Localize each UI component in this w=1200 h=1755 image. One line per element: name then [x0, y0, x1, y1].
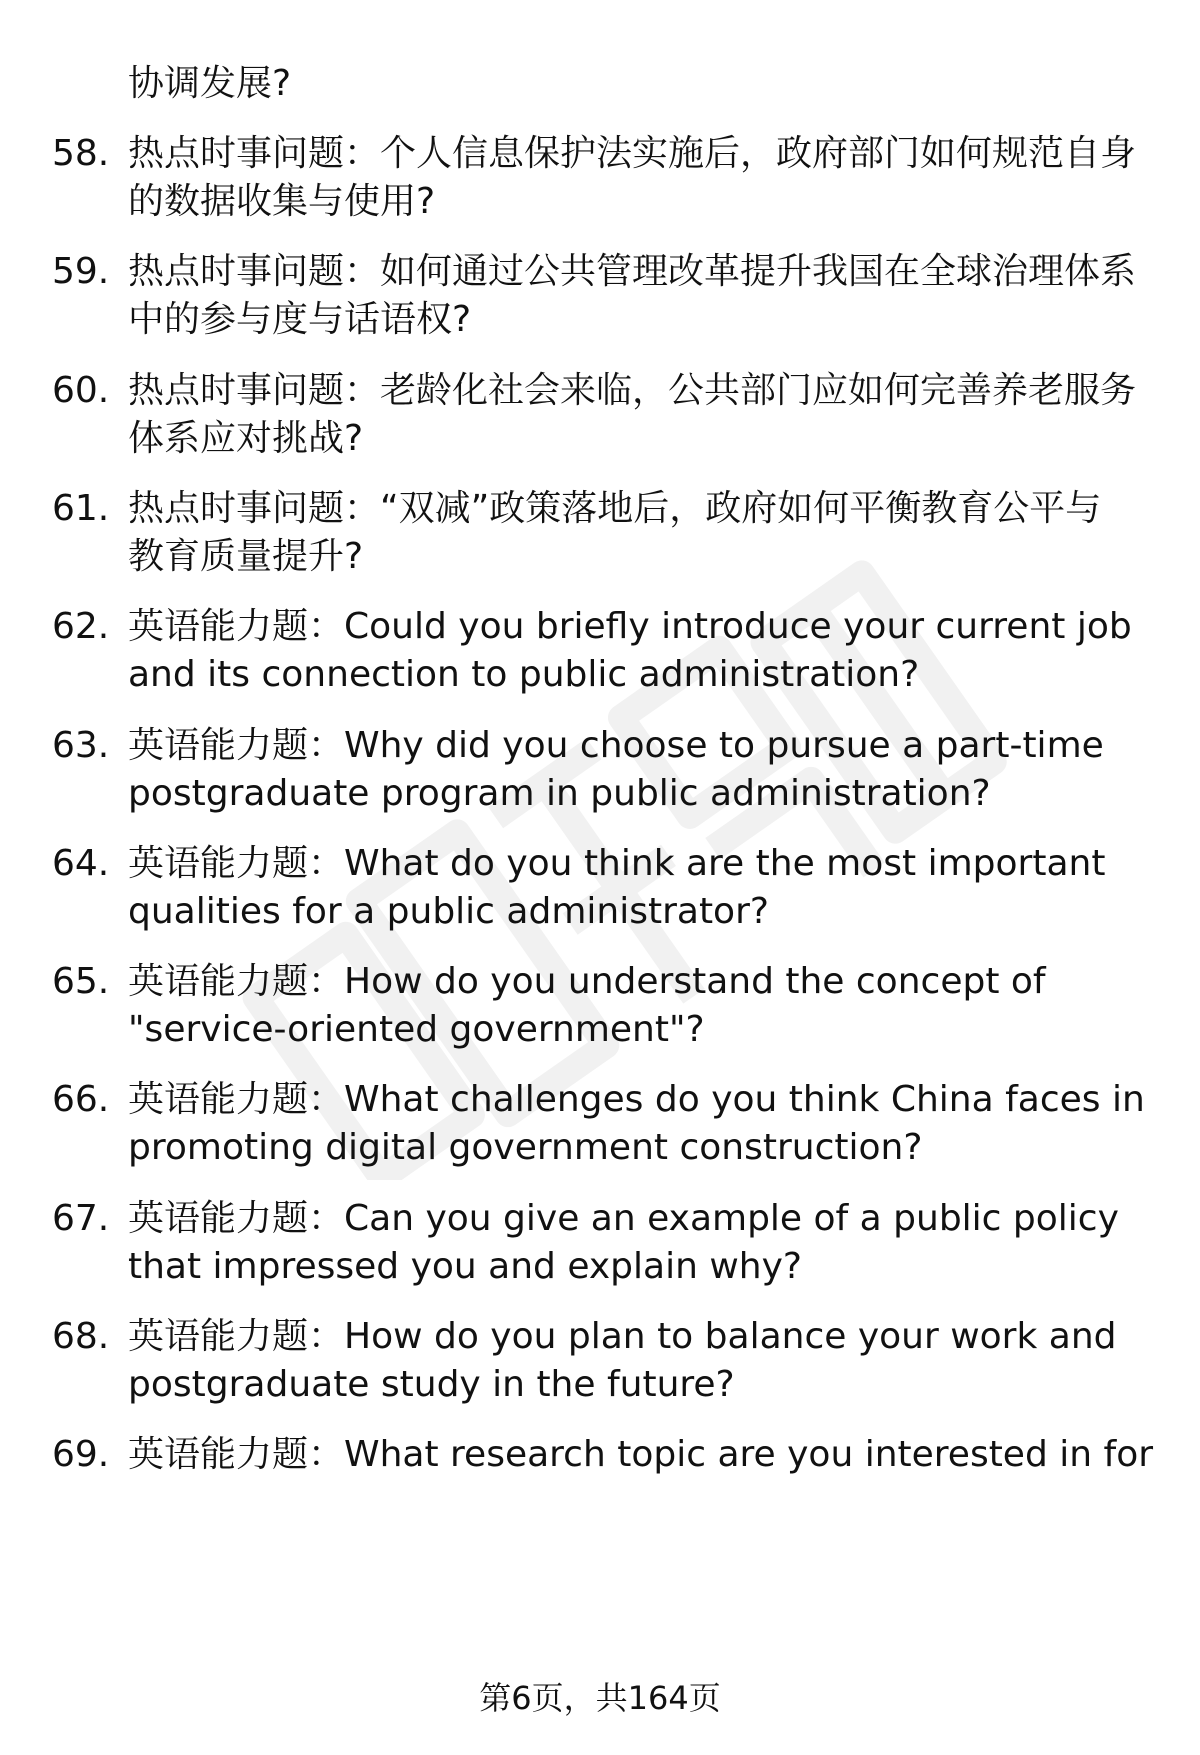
item-number: 60. [52, 369, 110, 411]
item-number: 69. [52, 1434, 110, 1476]
item-text-line: postgraduate program in public administration? [128, 772, 991, 814]
item-text-line: 英语能力题：Why did you choose to pursue a part-time [128, 724, 1104, 766]
item-number: 66. [52, 1079, 110, 1121]
item-text-line: 教育质量提升? [128, 535, 364, 577]
item-text-line: 英语能力题：Could you briefly introduce your current job [128, 606, 1132, 648]
item-text-line: promoting digital government construction? [128, 1127, 923, 1169]
page-footer: 第6页，共164页 [479, 1679, 721, 1717]
item-text-line: 热点时事问题：如何通过公共管理改革提升我国在全球治理体系 [128, 251, 1137, 293]
item-number: 63. [52, 724, 110, 766]
item-number: 58. [52, 133, 110, 174]
item-text-line: 热点时事问题：老龄化社会来临，公共部门应如何完善养老服务 [128, 369, 1137, 411]
item-number: 62. [52, 606, 110, 648]
item-number: 64. [52, 842, 110, 884]
item-text-line: 体系应对挑战? [128, 417, 364, 459]
item-text-line: 英语能力题：What challenges do you think China faces in [128, 1079, 1145, 1121]
item-text-line: and its connection to public administration? [128, 654, 920, 696]
item-text-line: qualities for a public administrator? [128, 890, 769, 932]
item-text-line: 英语能力题：How do you understand the concept of [128, 961, 1046, 1003]
item-text-line: 英语能力题：Can you give an example of a public policy [128, 1197, 1119, 1239]
item-text-line: 热点时事问题：“双减”政策落地后，政府如何平衡教育公平与 [128, 487, 1102, 529]
item-text-line: 英语能力题：How do you plan to balance your work and [128, 1316, 1117, 1357]
item-text-line: 的数据收集与使用? [128, 181, 436, 222]
item-text-line: "service-oriented government"? [128, 1009, 705, 1051]
continuation-text: 协调发展? [128, 63, 292, 104]
item-number: 68. [52, 1316, 110, 1357]
item-text-line: 英语能力题：What research topic are you interested in for [128, 1434, 1154, 1476]
item-text-line: 英语能力题：What do you think are the most important [128, 842, 1106, 884]
item-number: 59. [52, 251, 110, 293]
item-text-line: postgraduate study in the future? [128, 1364, 735, 1405]
item-text-line: that impressed you and explain why? [128, 1245, 803, 1287]
item-text-line: 热点时事问题：个人信息保护法实施后，政府部门如何规范自身 [128, 133, 1137, 174]
item-number: 61. [52, 487, 110, 529]
item-text-line: 中的参与度与话语权? [128, 299, 472, 341]
item-number: 65. [52, 961, 110, 1003]
item-number: 67. [52, 1197, 110, 1239]
